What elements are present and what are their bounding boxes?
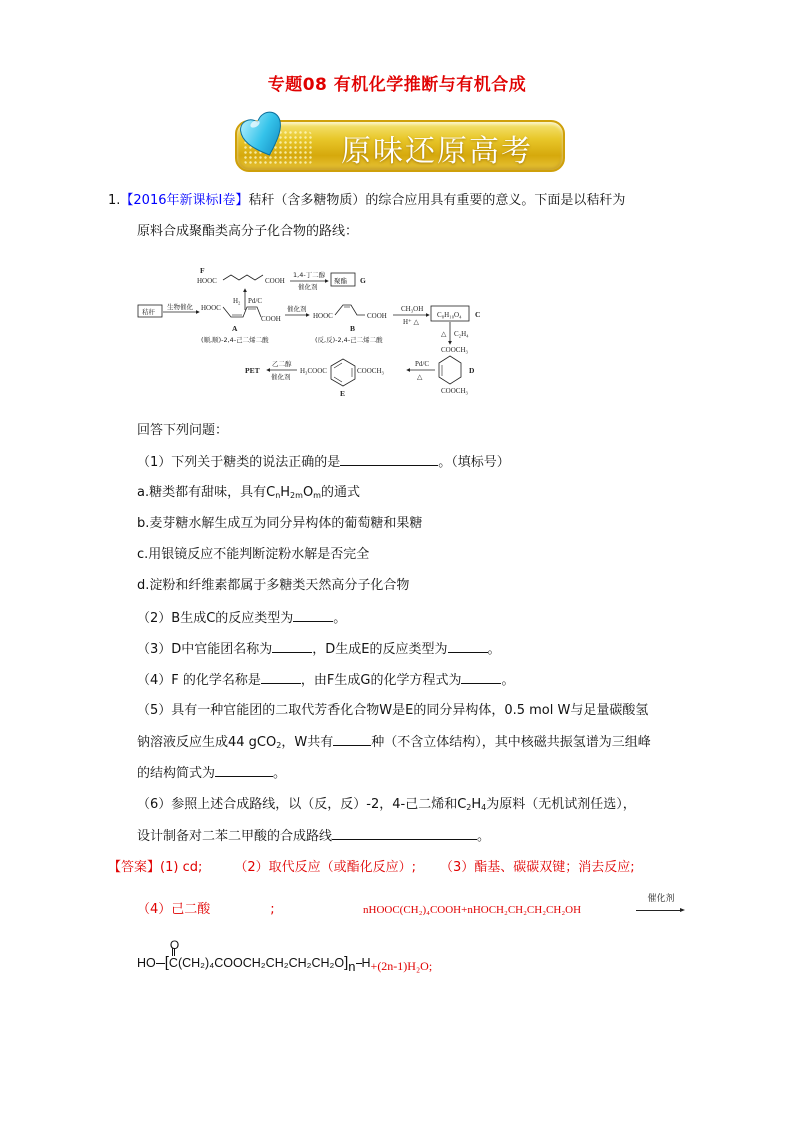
svg-text:H₂: H₂ [233, 297, 241, 305]
polymer-formula [137, 938, 433, 976]
svg-text:HOOC: HOOC [197, 277, 217, 285]
q6-text: 为原料（无机试剂任选）， [486, 797, 636, 812]
synthesis-route-diagram [135, 255, 505, 415]
svg-text:COOH: COOH [265, 277, 285, 285]
q6-suffix: 。 [477, 829, 491, 844]
polymer-n: n [348, 959, 356, 974]
answer-blank [340, 453, 438, 466]
polymer-ho: HO [137, 956, 156, 970]
svg-text:COOH: COOH [367, 312, 387, 320]
q4-text: （4）F 的化学名称是 [137, 673, 261, 688]
svg-text:生物催化: 生物催化 [167, 303, 193, 311]
subscript: 2 [276, 741, 282, 750]
svg-text:(顺,顺)-2,4-己二烯二酸: (顺,顺)-2,4-己二烯二酸 [201, 336, 269, 344]
page-title: 专题08 有机化学推断与有机合成 [267, 75, 527, 95]
question-2 [137, 609, 346, 628]
question-source: 【2016年新课标Ⅰ卷】 [120, 193, 249, 208]
option-c: c.用银镜反应不能判断淀粉水解是否完全 [137, 547, 370, 562]
question-number: 1. [108, 193, 121, 208]
subscript: n [275, 491, 281, 500]
q3-text: ，D生成E的反应类型为 [312, 642, 448, 657]
svg-text:催化剂: 催化剂 [287, 305, 307, 313]
answer-3: （3）酯基、碳碳双键；消去反应; [440, 860, 635, 875]
question-intro-line1 [108, 192, 625, 210]
option-a-text: a.糖类都有甜味，具有C [137, 485, 276, 500]
answer-blank [293, 609, 333, 622]
banner-text: 原味还原高考 [341, 134, 533, 169]
catalyst-label: 催化剂 [647, 894, 675, 904]
q2-text: （2）B生成C的反应类型为 [137, 611, 294, 626]
question-1 [137, 453, 510, 472]
answer-blank [333, 733, 371, 746]
answer-blank [261, 671, 301, 684]
q3-text: （3）D中官能团名称为 [137, 642, 273, 657]
svg-text:COOCH₃: COOCH₃ [441, 346, 468, 354]
q2-suffix: 。 [333, 611, 347, 626]
subscript: 4 [481, 803, 487, 812]
double-bond [172, 948, 175, 956]
question-5-line3 [137, 764, 286, 783]
svg-text:Pd/C: Pd/C [248, 297, 263, 305]
heart-icon [238, 110, 288, 160]
svg-text:B: B [350, 324, 356, 333]
svg-text:C₈H₁₀O₄: C₈H₁₀O₄ [437, 311, 462, 319]
svg-text:A: A [232, 324, 238, 333]
q5-text: ，W共有 [281, 735, 334, 750]
option-a [137, 484, 360, 505]
q5-text: 种（不含立体结构），其中核磁共振氢谱为三组峰 [371, 735, 651, 750]
svg-text:乙二醇: 乙二醇 [272, 360, 292, 368]
svg-text:△: △ [417, 373, 423, 381]
svg-text:C₂H₄: C₂H₄ [454, 330, 469, 338]
svg-text:F: F [200, 266, 205, 275]
svg-text:PET: PET [245, 366, 260, 375]
arrow-icon [636, 908, 686, 914]
option-b: b.麦芽糖水解生成互为同分异构体的葡萄糖和果糖 [137, 516, 423, 531]
polymer-body: C(CH₂)₄COOCH₂CH₂CH₂CH₂O [168, 956, 345, 970]
svg-text:HOOC: HOOC [313, 312, 333, 320]
answer-blank [332, 827, 477, 840]
polymer-h: H [361, 956, 371, 970]
equation-left [363, 901, 581, 919]
answer-4-semicolon: ; [270, 902, 275, 917]
subscript: 2 [466, 803, 472, 812]
option-a-text: H [280, 485, 291, 500]
q1-suffix: 。（填标号） [438, 455, 510, 470]
svg-text:COOH: COOH [261, 315, 281, 323]
svg-text:C: C [475, 310, 481, 319]
q5-suffix: 。 [273, 766, 287, 781]
question-4 [137, 671, 514, 690]
q3-suffix: 。 [487, 642, 501, 657]
answer-1: (1) cd; [160, 860, 203, 875]
svg-text:Pd/C: Pd/C [415, 360, 430, 368]
q6-text: （6）参照上述合成路线，以（反，反）-2，4-己二烯和C [137, 797, 467, 812]
svg-text:COOCH₃: COOCH₃ [441, 387, 468, 395]
answer-2: （2）取代反应（或酯化反应）; [234, 860, 416, 875]
svg-text:COOCH₃: COOCH₃ [357, 367, 384, 375]
answer-prompt: 回答下列问题： [137, 423, 229, 438]
polymer-repeat-unit [168, 938, 345, 970]
svg-text:CH₃OH: CH₃OH [401, 305, 424, 313]
q6-text: 设计制备对二苯二甲酸的合成路线 [137, 829, 333, 844]
answer-line1 [108, 859, 635, 877]
svg-text:E: E [340, 389, 346, 398]
q5-text: 钠溶液反应生成44 gCO [137, 735, 277, 750]
equation-reactants: nHOOC(CH₂)₄COOH+nHOCH₂CH₂CH₂CH₂OH [363, 904, 582, 916]
answer-4-text: （4）己二酸 [137, 902, 211, 917]
answer-label: 【答案】 [108, 860, 161, 875]
svg-text:D: D [469, 366, 475, 375]
q5-text: 的结构简式为 [137, 766, 216, 781]
question-6-line1 [137, 796, 636, 817]
question-intro-line2: 原料合成聚酯类高分子化合物的路线： [137, 224, 359, 239]
carbonyl-oxygen: O [169, 938, 180, 952]
svg-text:H⁺ △: H⁺ △ [403, 318, 419, 326]
question-3 [137, 640, 501, 659]
question-5-line2 [137, 733, 651, 755]
answer-blank [215, 764, 273, 777]
svg-text:H₃COOC: H₃COOC [300, 367, 327, 375]
question-6-line2 [137, 827, 490, 846]
question-5-line1: （5）具有一种官能团的二取代芳香化合物W是E的同分异构体，0.5 mol W与足量碳酸氢 [137, 703, 649, 718]
svg-text:G: G [360, 276, 366, 285]
svg-text:秸秆: 秸秆 [142, 308, 155, 316]
answer-blank [272, 640, 312, 653]
bracket-right: ] [344, 954, 349, 971]
svg-text:催化剂: 催化剂 [298, 283, 318, 291]
intro-text: 秸秆（含多糖物质）的综合应用具有重要的意义。下面是以秸秆为 [248, 193, 626, 208]
svg-text:1,4-丁二醇: 1,4-丁二醇 [293, 271, 326, 279]
option-a-text: 的通式 [320, 485, 360, 500]
answer-blank [461, 671, 501, 684]
q6-text: H [471, 797, 482, 812]
q1-text: （1）下列关于糖类的说法正确的是 [137, 455, 341, 470]
bracket-left: [ [164, 954, 169, 971]
q4-suffix: 。 [501, 673, 515, 688]
equation-products: +(2n-1)H₂O; [370, 959, 433, 973]
option-d: d.淀粉和纤维素都属于多糖类天然高分子化合物 [137, 578, 410, 593]
svg-text:聚酯: 聚酯 [334, 277, 347, 285]
svg-text:HOOC: HOOC [201, 304, 221, 312]
option-a-text: O [302, 485, 314, 500]
answer-blank [448, 640, 488, 653]
svg-text:△: △ [441, 330, 447, 338]
svg-text:催化剂: 催化剂 [271, 373, 291, 381]
answer-4 [137, 901, 275, 919]
svg-text:(反,反)-2,4-己二烯二酸: (反,反)-2,4-己二烯二酸 [315, 336, 383, 344]
q4-text: ，由F生成G的化学方程式为 [300, 673, 462, 688]
catalyst-arrow [636, 890, 686, 914]
subscript: m [313, 491, 321, 500]
subscript: 2m [290, 491, 303, 500]
bond-line [156, 963, 165, 964]
